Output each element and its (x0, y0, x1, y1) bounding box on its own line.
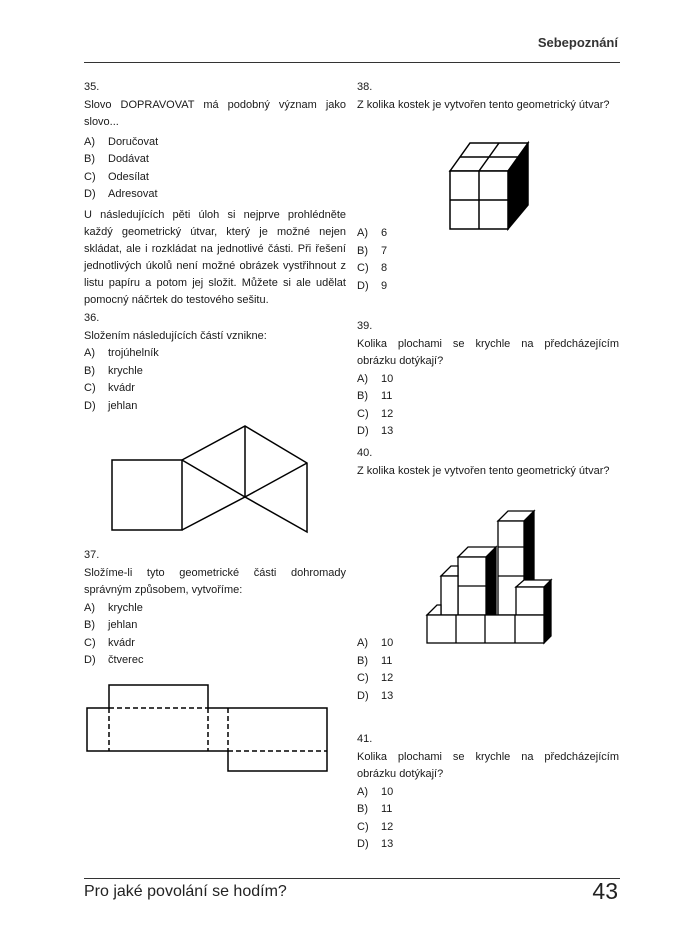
option-text: 12 (381, 672, 394, 684)
option-letter: D) (84, 399, 96, 412)
question-text: Složíme-li tyto geometrické části dohromady správným způsobem, vytvoříme: (84, 566, 346, 596)
option-letter: B) (84, 364, 95, 377)
question-text: Z kolika kostek je vytvořen tento geometrický útvar? (357, 464, 610, 477)
question-text: Slovo DOPRAVOVAT má podobný význam jako slovo... (84, 98, 346, 128)
option-letter: B) (84, 619, 95, 631)
option-text: kvádr (108, 382, 135, 394)
option-letter: C) (357, 672, 369, 684)
option-text: Doručovat (108, 135, 159, 148)
option-letter: D) (357, 279, 369, 292)
instructions-paragraph: U následujících pěti úloh si nejprve prohlédněte každý geometrický útvar, který je možné nejen skládat, ale i rozkládat na jednotlivé části. Při řešení jednotlivých úkolů není možné obrázek vystřihnout z listu papíru a potom jej složit. Můžete si ale udělat pomocný náčrtek do testového sešitu. (84, 209, 346, 306)
option-text: 10 (381, 785, 394, 798)
option-text: 7 (381, 244, 388, 257)
option-text: 13 (381, 838, 394, 850)
option-text: kvádr (108, 636, 135, 649)
option-letter: C) (357, 262, 369, 274)
question-text: Kolika plochami se krychle na předcházejícím obrázku dotýkají? (357, 750, 619, 780)
page-number: 43 (592, 878, 618, 904)
option-text: 9 (381, 279, 388, 292)
option-letter: C) (84, 170, 96, 183)
option-letter: B) (357, 803, 368, 815)
option-text: čtverec (108, 654, 144, 666)
option-letter: D) (84, 654, 96, 666)
option-letter: B) (357, 654, 368, 667)
option-letter: A) (357, 637, 368, 649)
question-number: 36. (84, 312, 100, 324)
section-title: Sebepoznání (537, 35, 618, 50)
question-number: 41. (357, 733, 373, 745)
option-letter: B) (84, 153, 95, 165)
option-text: jehlan (108, 399, 138, 412)
option-letter: D) (357, 838, 369, 850)
question-number: 35. (84, 81, 100, 93)
option-text: Dodávat (108, 153, 149, 165)
question-text: Složením následujících částí vznikne: (84, 329, 267, 342)
figure-36-net (112, 426, 307, 532)
option-letter: C) (357, 407, 369, 420)
option-letter: A) (357, 785, 368, 798)
question-text: Kolika plochami se krychle na předcházejícím obrázku dotýkají? (357, 337, 619, 367)
figure-38-cube (450, 143, 528, 229)
option-letter: D) (357, 689, 369, 702)
option-letter: A) (84, 347, 95, 359)
question-number: 37. (84, 549, 100, 561)
option-text: krychle (108, 601, 143, 614)
option-text: 11 (381, 654, 393, 667)
footer-title: Pro jaké povolání se hodím? (84, 883, 287, 900)
option-letter: B) (357, 390, 368, 402)
option-text: 10 (381, 372, 394, 385)
option-letter: D) (357, 425, 369, 437)
option-text: 12 (381, 407, 394, 420)
option-text: 11 (381, 803, 393, 815)
option-letter: B) (357, 244, 368, 257)
option-letter: A) (357, 372, 368, 385)
option-letter: C) (84, 382, 96, 394)
option-text: 8 (381, 262, 388, 274)
option-text: Adresovat (108, 188, 158, 200)
option-text: trojúhelník (108, 347, 159, 359)
option-text: 11 (381, 390, 393, 402)
option-letter: D) (84, 188, 96, 200)
option-text: 10 (381, 637, 394, 649)
option-text: krychle (108, 364, 143, 377)
question-number: 39. (357, 320, 373, 332)
option-letter: C) (84, 636, 96, 649)
option-letter: A) (84, 601, 95, 614)
question-text: Z kolika kostek je vytvořen tento geometrický útvar? (357, 98, 610, 111)
question-number: 40. (357, 447, 373, 459)
option-text: 12 (381, 820, 394, 833)
option-text: 13 (381, 425, 394, 437)
figure-37-net (87, 685, 327, 771)
option-text: Odesílat (108, 170, 149, 183)
option-text: 6 (381, 227, 388, 239)
question-number: 38. (357, 81, 373, 93)
option-letter: C) (357, 820, 369, 833)
option-text: jehlan (108, 619, 138, 631)
figure-40-cubes (427, 511, 551, 643)
option-letter: A) (84, 135, 95, 148)
footer-rule (84, 878, 620, 879)
option-letter: A) (357, 227, 368, 239)
option-text: 13 (381, 689, 394, 702)
